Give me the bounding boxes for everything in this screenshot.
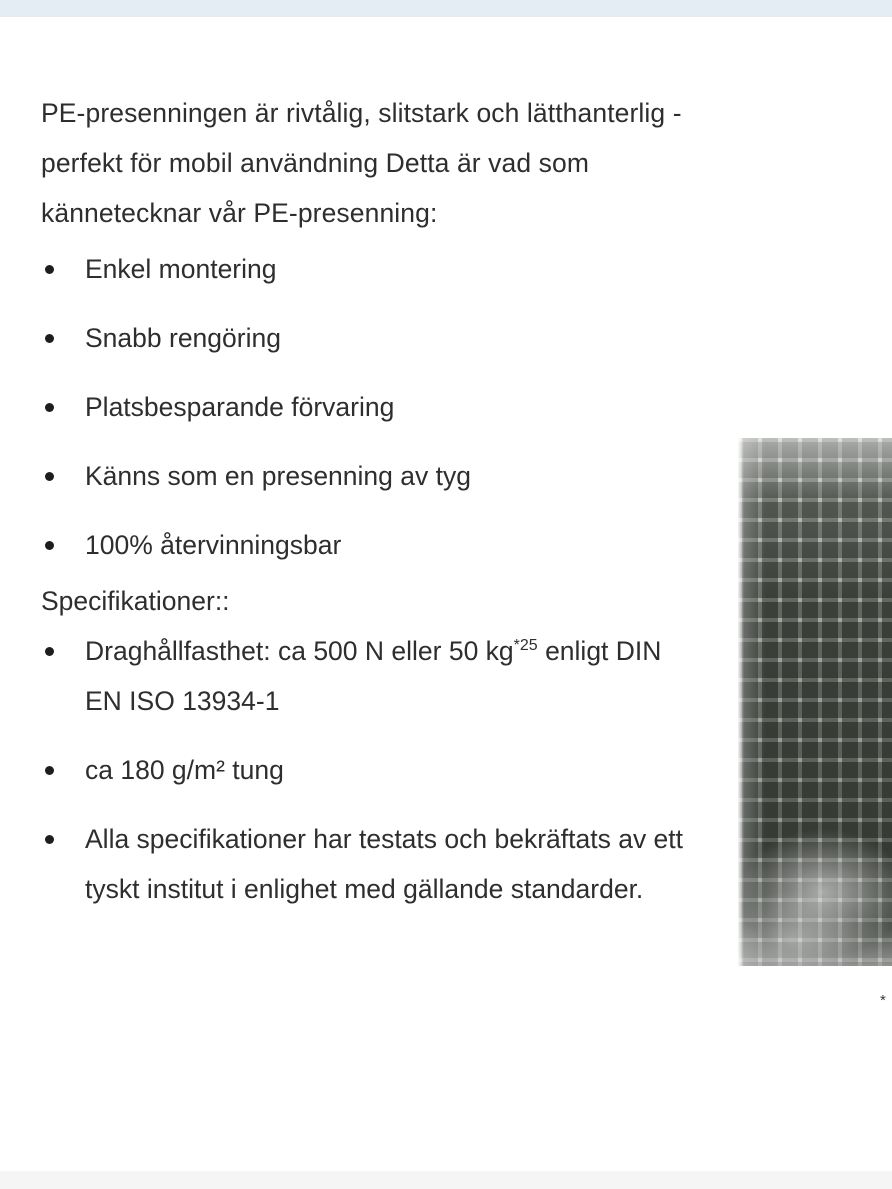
list-item: [41, 313, 701, 363]
feature-bullet-list: [41, 244, 701, 570]
list-item: [41, 520, 701, 570]
list-item: [41, 244, 701, 294]
bullet-dot-icon: [45, 835, 54, 844]
spec-text-main: ca 180 g/m² tung: [85, 755, 284, 785]
bullet-dot-icon: [45, 647, 54, 656]
list-item-label: 100% återvinningsbar: [85, 530, 342, 560]
spec-text-main: Draghållfasthet: ca 500 N eller 50 kg: [85, 636, 514, 666]
spec-text-tail: enligt DIN EN ISO 13934-1: [85, 636, 662, 716]
list-item-label: Snabb rengöring: [85, 323, 281, 353]
texture-highlight-overlay: [738, 438, 892, 966]
bullet-dot-icon: [45, 265, 54, 274]
list-item: [41, 451, 701, 501]
bullet-dot-icon: [45, 403, 54, 412]
tarpaulin-mesh-texture-image: [738, 438, 892, 966]
footnote-reference: *25: [513, 637, 538, 655]
margin-footnote-mark: *: [880, 993, 886, 1008]
bullet-dot-icon: [45, 541, 54, 550]
list-item-label: Enkel montering: [85, 254, 277, 284]
bullet-dot-icon: [45, 766, 54, 775]
specifications-heading: Specifikationer::: [41, 586, 230, 616]
page-top-accent-band: [0, 0, 892, 17]
texture-left-fade: [738, 438, 744, 966]
list-item: [41, 626, 701, 726]
page-bottom-band: [0, 1171, 892, 1189]
list-item: [41, 814, 701, 914]
list-item-label: Känns som en presenning av tyg: [85, 461, 471, 491]
specification-bullet-list: [41, 626, 701, 914]
list-item: [41, 382, 701, 432]
intro-paragraph: PE-presenningen är rivtålig, slitstark och lätthanterlig - perfekt för mobil användning Detta är vad som kännetecknar vår PE-presenning:: [41, 98, 682, 228]
bullet-dot-icon: [45, 334, 54, 343]
list-item-label: Platsbesparande förvaring: [85, 392, 395, 422]
bullet-dot-icon: [45, 472, 54, 481]
list-item: [41, 745, 701, 795]
product-description-content: [41, 88, 701, 914]
spec-text-main: Alla specifikationer har testats och bekräftats av ett tyskt institut i enlighet med gällande standarder.: [85, 824, 684, 904]
